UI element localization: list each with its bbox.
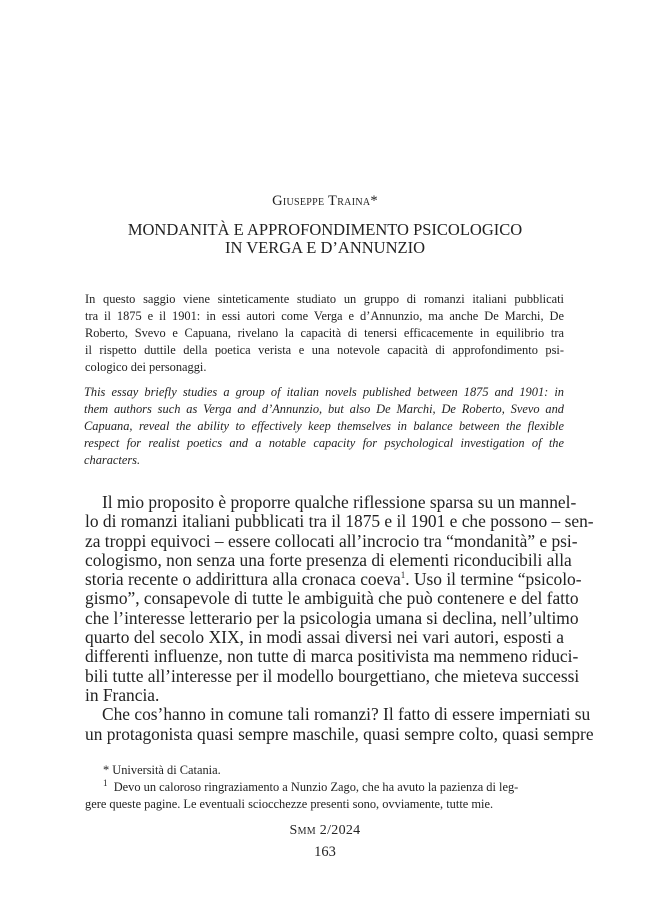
abstract-line: In questo saggio viene sinteticamente studiato un gruppo di romanzi italiani pubblicati — [85, 292, 564, 306]
author-name: Giuseppe Traina* — [272, 193, 378, 209]
abstract-line: tra il 1875 e il 1901: in essi autori come Verga e d’Annunzio, ma anche De Marchi, De — [85, 309, 564, 323]
body-line: cologismo, non senza una forte presenza di elementi riconducibili alla — [85, 549, 572, 570]
abstract-line: This essay briefly studies a group of italian novels published between 1875 and 1901: in — [84, 385, 564, 399]
journal-reference: Smm 2/2024 — [289, 823, 361, 838]
abstract-line: respect for realist poetics and a notable capacity for psychological investigation of the — [84, 436, 564, 450]
body-text-segment: storia recente o addirittura alla cronaca coeva — [85, 569, 401, 590]
body-line: bili tutte all’interesse per il modello bourgettiano, che mieteva successi — [85, 665, 580, 686]
title-line: IN VERGA E D’ANNUNZIO — [225, 238, 425, 257]
abstract-line: them authors such as Verga and d’Annunzio, but also De Marchi, De Roberto, Svevo and — [84, 402, 564, 416]
body-line: quarto del secolo XIX, in modi assai diversi nei vari autori, esposti a — [85, 627, 564, 648]
abstract-english — [84, 384, 564, 469]
body-line: Il mio proposito è proporre qualche riflessione sparsa su un mannel- — [102, 492, 577, 512]
body-line: za troppi equivoci – essere collocati all’incrocio tra “mondanità” e psi- — [85, 530, 578, 551]
footnote-text: Devo un caloroso ringraziamento a Nunzio Zago, che ha avuto la pazienza di leg- — [113, 780, 519, 794]
abstract-line: Roberto, Svevo e Capuana, rivelano la capacità di tenersi efficacemente in equilibrio tra — [85, 326, 564, 340]
body-line: Che cos’hanno in comune tali romanzi? Il fatto di essere imperniati su — [102, 704, 591, 725]
footnote-affiliation: * Università di Catania. — [103, 763, 221, 777]
footnote-mark: 1 — [103, 777, 108, 788]
abstract-italian — [85, 291, 564, 376]
article-title — [60, 221, 590, 257]
body-text — [85, 492, 594, 744]
footnote-ref[interactable]: 1 — [400, 570, 406, 581]
body-line — [85, 569, 582, 590]
page-number: 163 — [314, 844, 336, 860]
abstract-line: cologico dei personaggi. — [85, 360, 207, 374]
abstract-line: il rispetto duttile della poetica verista e una notevole capacità di approfondimento psi- — [85, 343, 564, 357]
footnote-1 — [85, 779, 564, 796]
footnote-1-continued: gere queste pagine. Le eventuali sciocchezze presenti sono, ovviamente, tutte mie. — [85, 797, 494, 811]
body-line: differenti influenze, non tutte di marca positivista ma nemmeno riduci- — [85, 646, 579, 667]
body-line: che l’interesse letterario per la psicologia umana si declina, nell’ultimo — [85, 607, 579, 628]
abstract-line: Capuana, reveal the ability to effectively keep themselves in balance between the flexible — [84, 419, 564, 433]
body-text-segment: . Uso il termine “psicolo- — [405, 569, 582, 590]
abstract-line: characters. — [84, 453, 141, 467]
footnotes — [85, 762, 564, 813]
body-line: lo di romanzi italiani pubblicati tra il 1875 e il 1901 e che possono – sen- — [85, 511, 594, 532]
title-line: MONDANITÀ E APPROFONDIMENTO PSICOLOGICO — [127, 220, 523, 239]
body-line: in Francia. — [85, 684, 160, 705]
body-line: gismo”, consapevole di tutte le ambiguità che può contenere e del fatto — [85, 588, 579, 609]
body-line: un protagonista quasi sempre maschile, quasi sempre colto, quasi sempre — [85, 723, 594, 744]
